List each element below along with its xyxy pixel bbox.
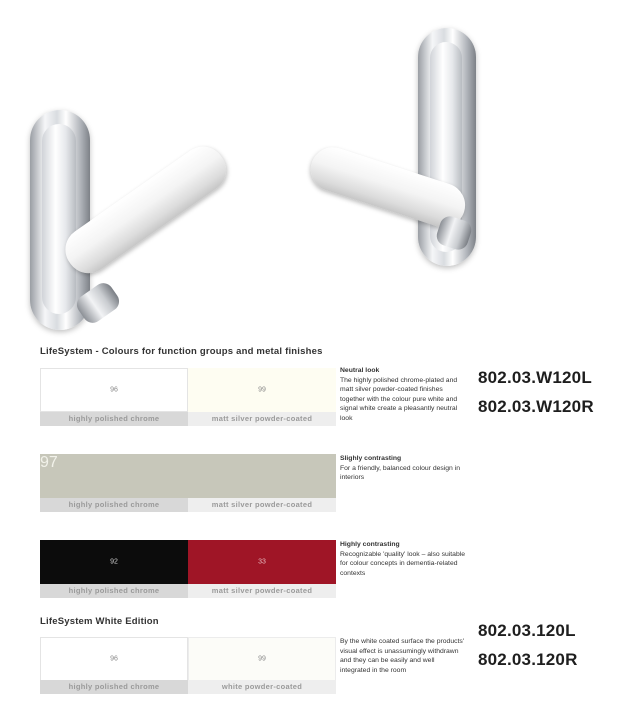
description-white-edition xyxy=(340,637,466,675)
swatch-signal-white xyxy=(188,637,336,681)
wall-plate-left-inner xyxy=(42,124,76,314)
swatch-anthracite xyxy=(40,540,188,584)
swatch-number: 96 xyxy=(110,655,118,663)
description-heading: Highly contrasting xyxy=(340,541,400,548)
finish-label-row xyxy=(40,498,336,512)
finish-label-chrome: highly polished chrome xyxy=(40,412,188,426)
finish-label-matt-silver: matt silver powder-coated xyxy=(188,412,336,426)
finish-label-chrome: highly polished chrome xyxy=(40,680,188,694)
finish-label-matt-silver: matt silver powder-coated xyxy=(188,498,336,512)
swatch-number: 96 xyxy=(110,386,118,394)
swatch-ruby-red xyxy=(188,540,336,584)
description-body: The highly polished chrome-plated and matt silver powder-coated finishes together with the colour pure white and signal white create a pleasantly neutral look xyxy=(340,376,458,422)
finish-label-row xyxy=(40,412,336,426)
description-body: For a friendly, balanced colour design in interiors xyxy=(340,464,461,482)
description-heading: Neutral look xyxy=(340,367,380,374)
swatch-number: 33 xyxy=(258,558,266,566)
swatch-pure-white xyxy=(40,637,188,681)
swatch-number: 97 xyxy=(40,454,58,471)
swatch-stone-grey xyxy=(40,454,336,498)
description-body: Recognizable 'quality' look – also suitable for colour concepts in dementia-related contexts xyxy=(340,550,466,577)
finish-label-row xyxy=(40,584,336,598)
swatch-number: 99 xyxy=(258,655,266,663)
swatch-number: 99 xyxy=(258,386,266,394)
description-highly-contrasting xyxy=(340,540,466,578)
description-slightly-contrasting xyxy=(340,454,466,483)
article-code: 802.03.W120L xyxy=(478,368,592,387)
finish-label-chrome: highly polished chrome xyxy=(40,498,188,512)
swatch-row-neutral xyxy=(40,368,336,412)
finish-label-white-powder: white powder-coated xyxy=(188,680,336,694)
finish-label-matt-silver: matt silver powder-coated xyxy=(188,584,336,598)
description-neutral xyxy=(340,366,466,424)
swatch-row-slightly-contrasting xyxy=(40,454,336,498)
description-heading: Slighly contrasting xyxy=(340,455,402,462)
swatch-signal-white xyxy=(188,368,336,412)
swatch-number: 92 xyxy=(110,558,118,566)
finish-label-chrome: highly polished chrome xyxy=(40,584,188,598)
swatch-pure-white xyxy=(40,368,188,412)
product-image-hook-right xyxy=(290,20,490,270)
article-code: 802.03.W120R xyxy=(478,397,594,416)
swatch-row-white-edition xyxy=(40,637,336,681)
description-body: By the white coated surface the products' visual effect is unassumingly withdrawn and they can be easily and well integrated in the room xyxy=(340,638,465,674)
swatch-row-highly-contrasting xyxy=(40,540,336,584)
section-title-colours: LifeSystem - Colours for function groups and metal finishes xyxy=(40,346,323,357)
finish-label-row xyxy=(40,680,336,694)
article-code: 802.03.120L xyxy=(478,621,576,640)
section-title-white-edition: LifeSystem White Edition xyxy=(40,616,159,627)
product-image-hook-left xyxy=(20,100,250,340)
article-code: 802.03.120R xyxy=(478,650,578,669)
